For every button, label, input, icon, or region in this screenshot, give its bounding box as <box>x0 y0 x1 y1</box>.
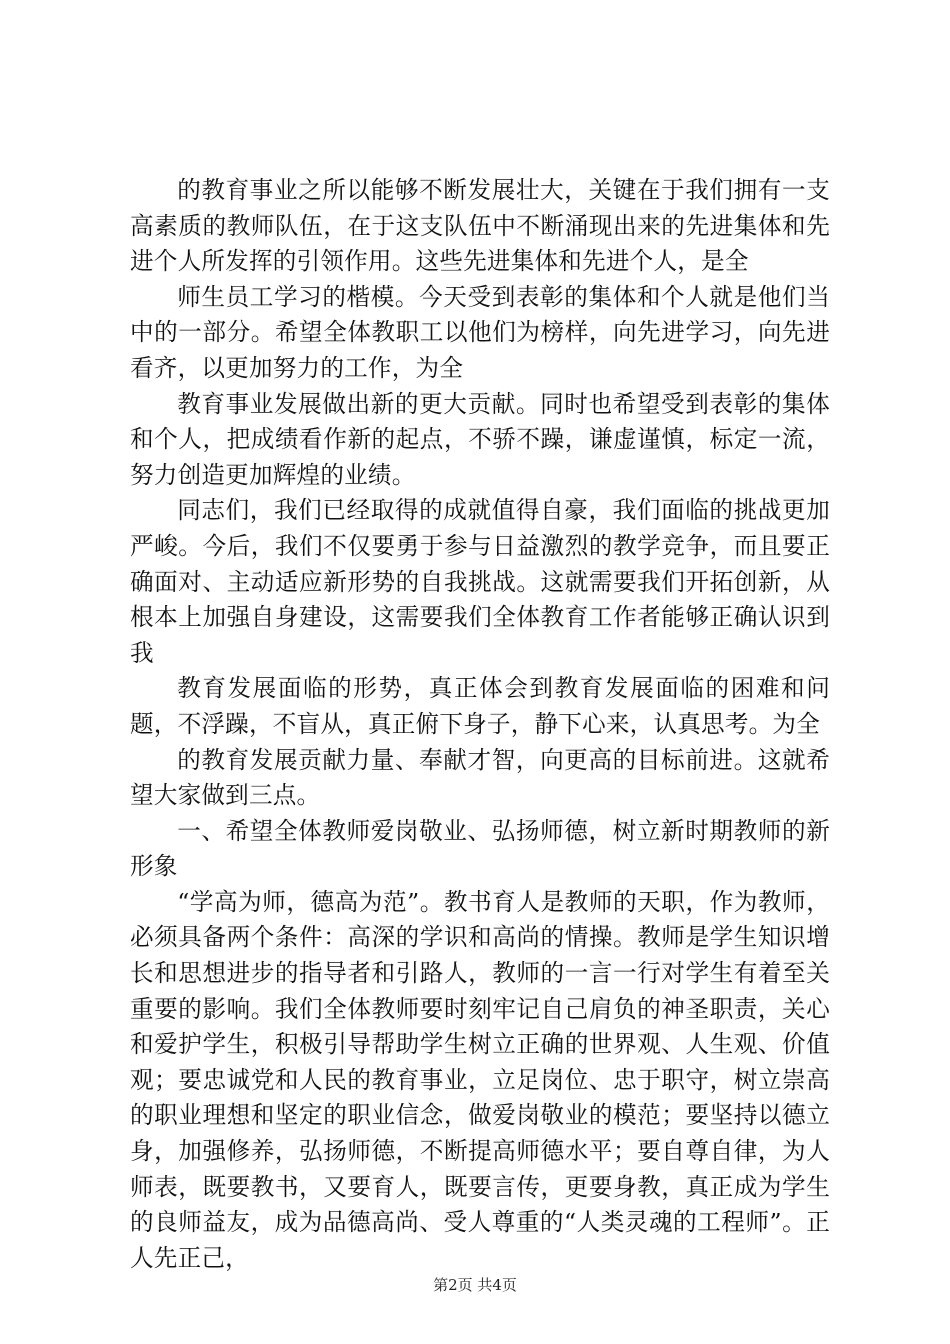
paragraph: 教育发展面临的形势，真正体会到教育发展面临的困难和问题，不浮躁，不盲从，真正俯下身子，静下心来，认真思考。为全 <box>130 674 830 738</box>
paragraph: 的教育事业之所以能够不断发展壮大，关键在于我们拥有一支高素质的教师队伍，在于这支队伍中不断涌现出来的先进集体和先进个人所发挥的引领作用。这些先进集体和先进个人，是全 <box>130 176 830 276</box>
paragraph: 同志们，我们已经取得的成就值得自豪，我们面临的挑战更加严峻。今后，我们不仅要勇于参与日益激烈的教学竞争，而且要正确面对、主动适应新形势的自我挑战。这就需要我们开拓创新，从根本上加强自身建设，这需要我们全体教育工作者能够正确认识到我 <box>130 496 830 667</box>
page-number-footer: 第2页 共4页 <box>433 1276 517 1294</box>
paragraph: 教育事业发展做出新的更大贡献。同时也希望受到表彰的集体和个人，把成绩看作新的起点，不骄不躁，谦虚谨慎，标定一流，努力创造更加辉煌的业绩。 <box>130 389 830 489</box>
section-heading: 一、希望全体教师爱岗敬业、弘扬师德，树立新时期教师的新形象 <box>130 816 830 881</box>
paragraph: “学高为师，德高为范”。教书育人是教师的天职，作为教师，必须具备两个条件：高深的学识和高尚的情操。教师是学生知识增长和思想进步的指导者和引路人，教师的一言一行对学生有着至关重要的影响。我们全体教师要时刻牢记自己肩负的神圣职责，关心和爱护学生，积极引导帮助学生树立正确的世界观、人生观、价值观；要忠诚党和人民的教育事业，立足岗位、忠于职守，树立崇高的职业理想和坚定的职业信念，做爱岗敬业的模范；要坚持以德立身，加强修养，弘扬师德，不断提高师德水平；要自尊自律，为人师表，既要教书，又要育人，既要言传，更要身教，真正成为学生的良师益友，成为品德高尚、受人尊重的“人类灵魂的工程师”。正人先正己， <box>130 887 830 1272</box>
paragraph: 的教育发展贡献力量、奉献才智，向更高的目标前进。这就希望大家做到三点。 <box>130 745 830 810</box>
document-body <box>130 173 830 1276</box>
paragraph: 师生员工学习的楷模。今天受到表彰的集体和个人就是他们当中的一部分。希望全体教职工以他们为榜样，向先进学习，向先进看齐，以更加努力的工作，为全 <box>130 282 830 382</box>
